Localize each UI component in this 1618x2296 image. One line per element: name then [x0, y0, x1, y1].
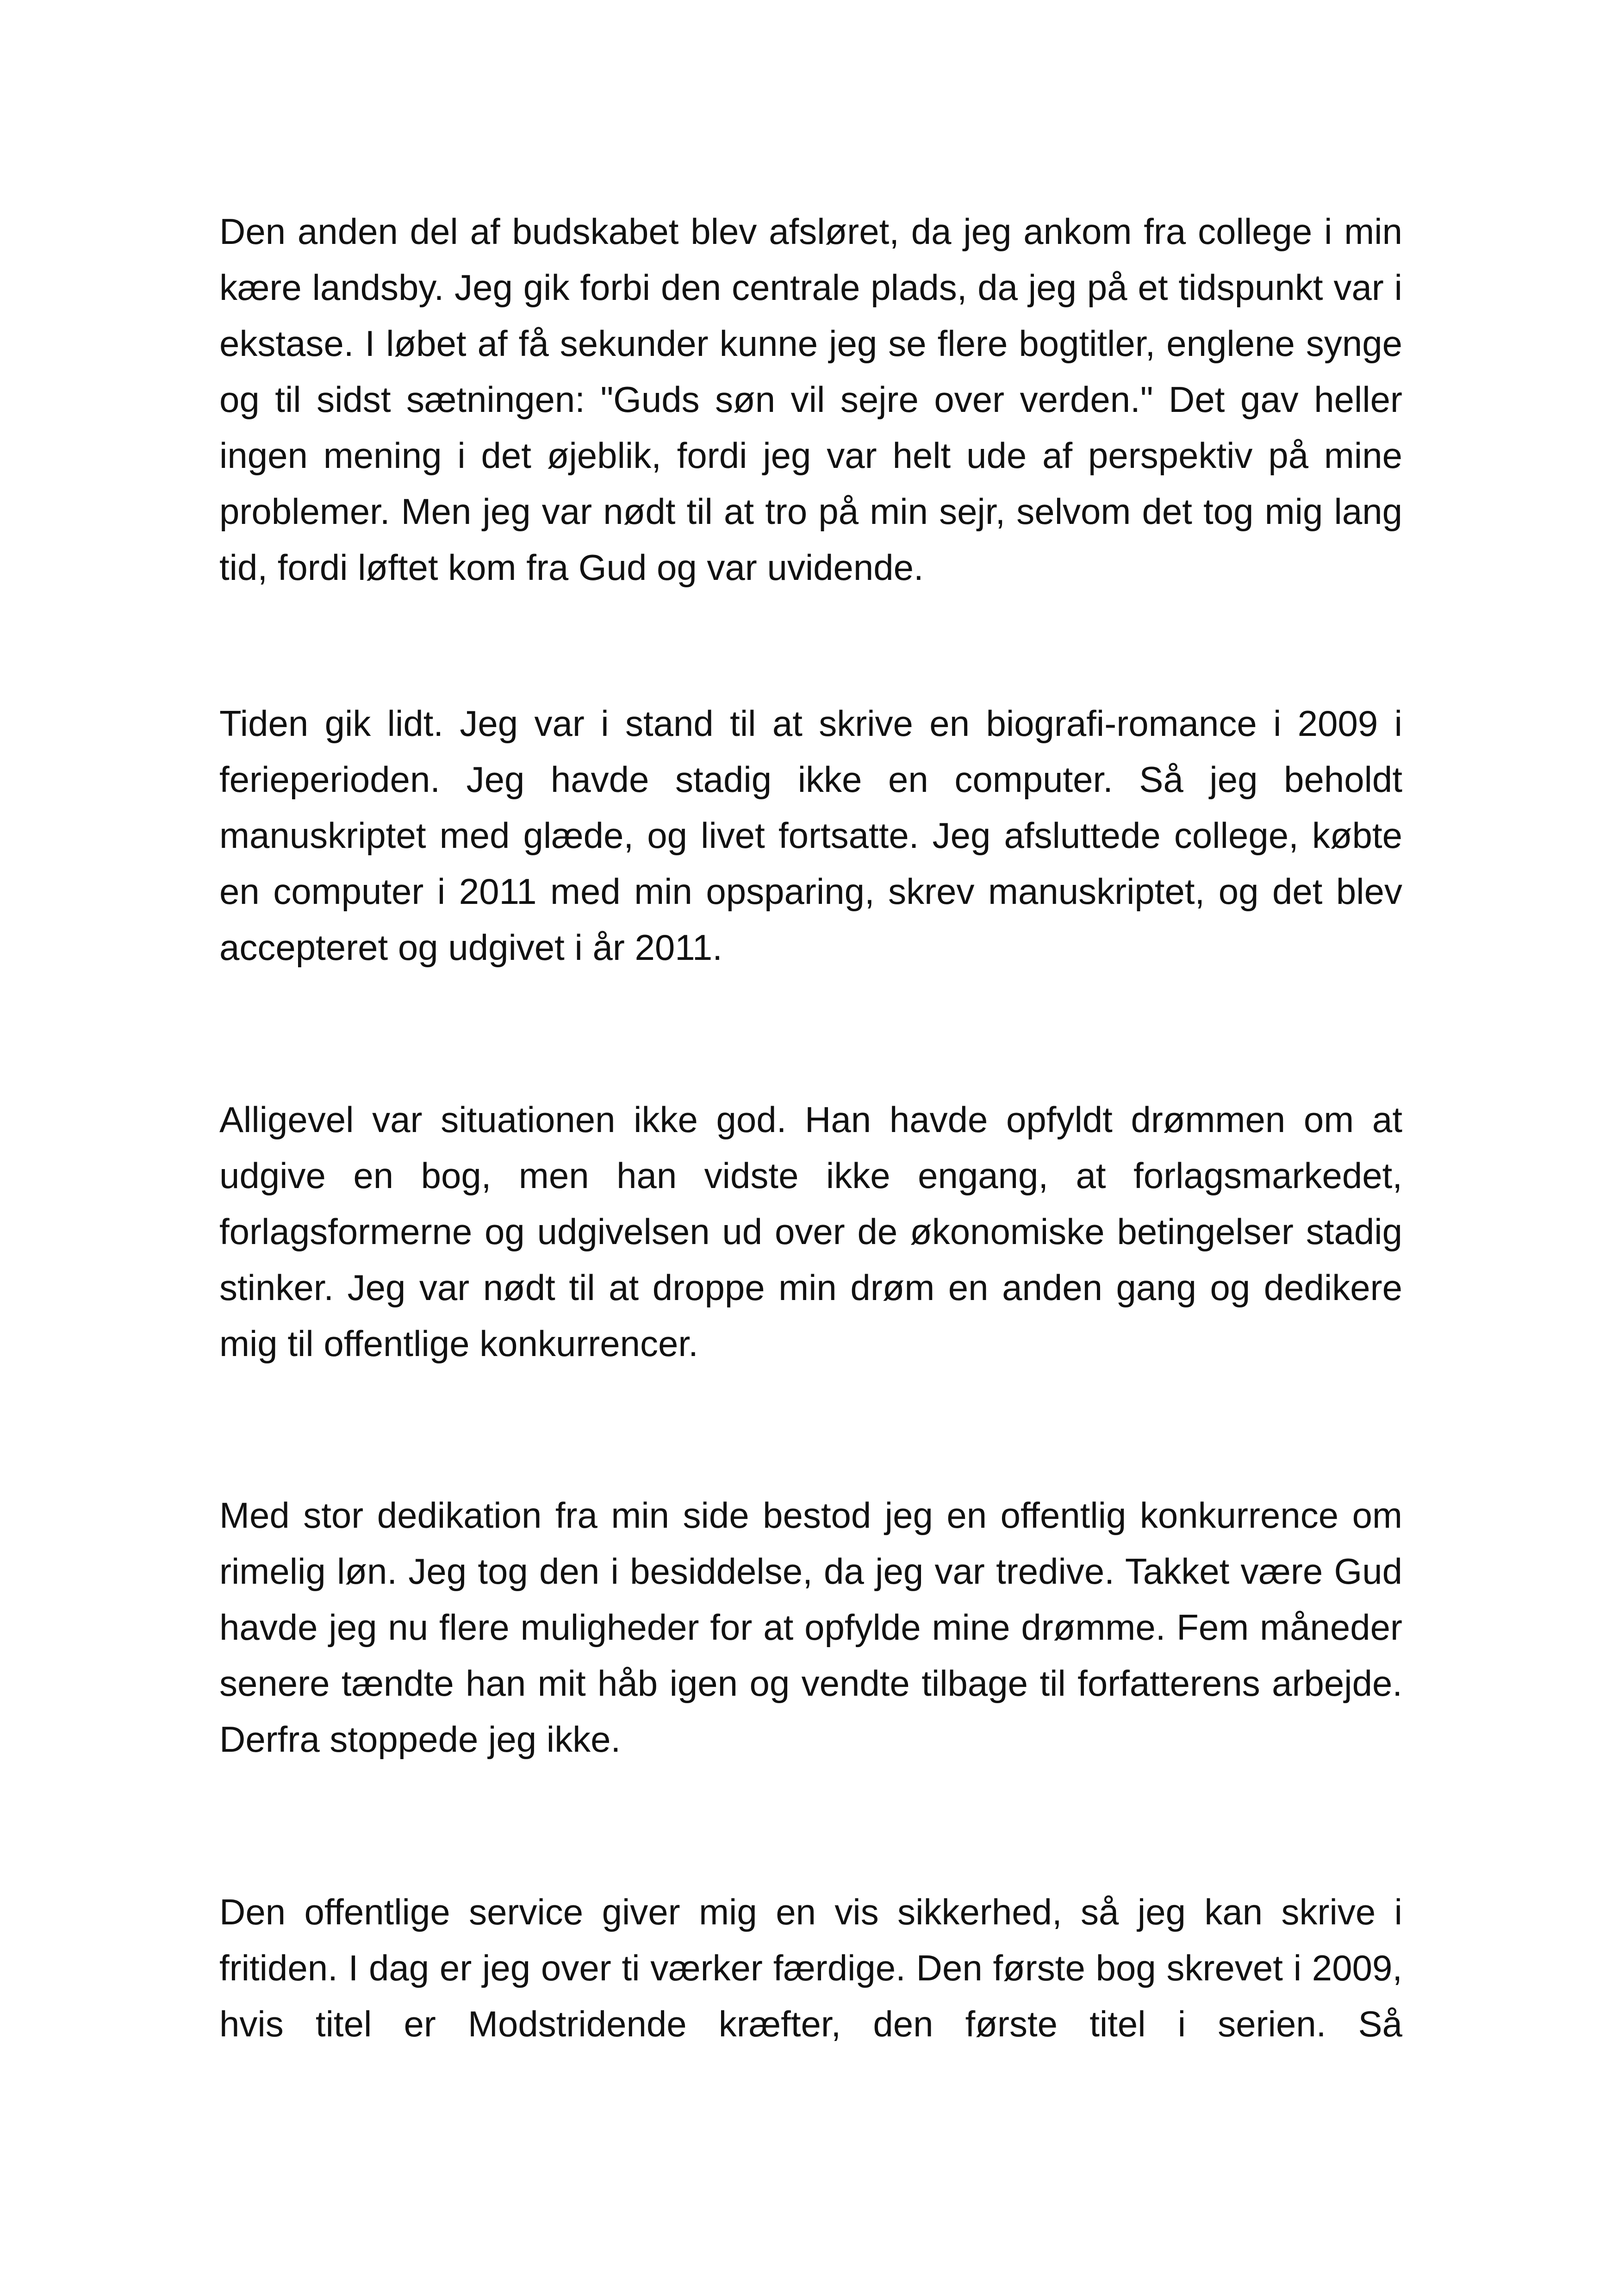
paragraph-block-1 [219, 204, 1402, 596]
paragraph-block-4 [219, 1487, 1402, 1767]
paragraph: Den offentlige service giver mig en vis sikkerhed, så jeg kan skrive i fritiden. I dag er jeg over ti værker færdige. Den første bog skrevet i 2009, hvis titel er Modstridende kræfter, den første titel i serien. Så [219, 1892, 1402, 2044]
paragraph: Den anden del af budskabet blev afsløret, da jeg ankom fra college i min kære landsby. Jeg gik forbi den centrale plads, da jeg på et tidspunkt var i ekstase. I løbet af få sekunder kunne jeg se flere bogtitler, englene synge og til sidst sætningen: "Guds søn vil sejre over verden." Det gav heller ingen mening i det øjeblik, fordi jeg var helt ude af perspektiv på mine problemer. Men jeg var nødt til at tro på min sejr, selvom det tog mig lang tid, fordi løftet kom fra Gud og var uvidende. [219, 211, 1402, 588]
paragraph-block-2 [219, 696, 1402, 976]
paragraph: Tiden gik lidt. Jeg var i stand til at skrive en biografi-romance i 2009 i ferieperioden. Jeg havde stadig ikke en computer. Så jeg beholdt manuskriptet med glæde, og livet fortsatte. Jeg afsluttede college, købte en computer i 2011 med min opsparing, skrev manuskriptet, og det blev accepteret og udgivet i år 2011. [219, 703, 1402, 968]
paragraph-block-3 [219, 1092, 1402, 1372]
paragraph-block-5 [219, 1884, 1402, 2052]
paragraph: Alligevel var situationen ikke god. Han havde opfyldt drømmen om at udgive en bog, men han vidste ikke engang, at forlagsmarkedet, forlagsformerne og udgivelsen ud over de økonomiske betingelser stadig stinker. Jeg var nødt til at droppe min drøm en anden gang og dedikere mig til offentlige konkurrencer. [219, 1099, 1402, 1364]
paragraph: Med stor dedikation fra min side bestod jeg en offentlig konkurrence om rimelig løn. Jeg tog den i besiddelse, da jeg var tredive. Takket være Gud havde jeg nu flere muligheder for at opfylde mine drømme. Fem måneder senere tændte han mit håb igen og vendte tilbage til forfatterens arbejde. Derfra stoppede jeg ikke. [219, 1495, 1402, 1760]
